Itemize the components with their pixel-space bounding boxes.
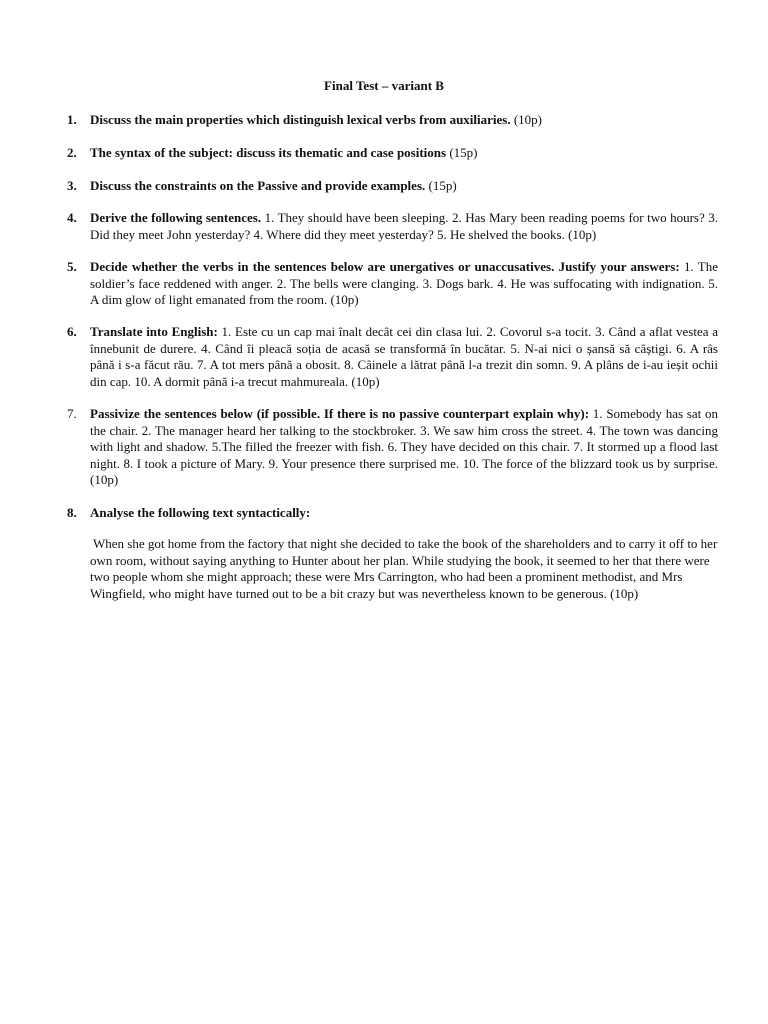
question-text: 1. Este cu un cap mai înalt decât cei din clasa lui. 2. Covorul s-a tocit. 3. Când a aflat vestea a înnebunit de durere. 4. Când îi pleacă soția de acasă se transformă în bucătar. 5. N-ai nici o șansă să câștigi. 6. A râs până i s-a făcut rău. 7. A tot mers până a obosit. 8. Câinele a lătrat până l-a trezit din somn. 9. A plâns de i-au ieșit ochii din cap. 10. A dormit până i-a trecut mahmureala. (10p) (90, 324, 718, 389)
question-number: 2. (67, 145, 77, 160)
question-text: (15p) (446, 145, 478, 160)
question-prompt: Analyse the following text syntactically: (90, 505, 311, 520)
question-number: 3. (67, 178, 77, 193)
question-prompt: Passivize the sentences below (if possible. If there is no passive counterpart explain why): (90, 406, 590, 421)
question-1 (67, 112, 718, 129)
question-text: (10p) (510, 112, 543, 127)
question-4 (67, 210, 718, 243)
question-text: (15p) (425, 178, 457, 193)
question-text: 1. Somebody has sat on the chair. 2. The manager heard her talking to the stockbroker. 3. We saw him cross the street. 4. The town was dancing with light and shadow. 5.The filled the freezer with fish. 6. They have decided on this chair. 7. It stormed up a flood last night. 8. I took a picture of Mary. 9. Your presence there surprised me. 10. The force of the blizzard took us by surprise. (10p) (90, 406, 719, 488)
question-6 (67, 324, 718, 390)
question-8 (67, 505, 718, 522)
question-number: 1. (67, 112, 77, 127)
question-text: 1. The soldier’s face reddened with anger. 2. The bells were clanging. 3. Dogs bark. 4. He was suffocating with indignation. 5. A dim glow of light emanated from the room. (10p) (90, 259, 718, 308)
question-prompt: Derive the following sentences. (90, 210, 262, 225)
question-5 (67, 259, 718, 309)
question-number: 8. (67, 505, 77, 520)
question-prompt: The syntax of the subject: discuss its thematic and case positions (90, 145, 447, 160)
question-prompt: Discuss the main properties which distinguish lexical verbs from auxiliaries. (90, 112, 511, 127)
question-7 (67, 406, 719, 489)
question-2 (67, 145, 718, 162)
passage-text: When she got home from the factory that night she decided to take the book of the shareholders and to carry it off to her own room, without saying anything to Hunter about her plan. While studying the book, it seemed to her that there were two people whom she might approach; these were Mrs Carrington, who had been a prominent methodist, and Mrs Wingfield, who might have turned out to be a bit crazy but was nevertheless known to be generous. (10p) (90, 536, 718, 601)
question-number: 4. (67, 210, 77, 225)
question-number: 5. (67, 259, 77, 274)
question-prompt: Discuss the constraints on the Passive and provide examples. (90, 178, 426, 193)
analysis-passage (90, 536, 718, 602)
page-title: Final Test – variant B (324, 78, 444, 93)
question-text: 1. They should have been sleeping. 2. Has Mary been reading poems for two hours? 3. Did they meet John yesterday? 4. Where did they meet yesterday? 5. He shelved the books. (10p) (90, 210, 718, 242)
question-number: 6. (67, 324, 77, 339)
question-3 (67, 178, 718, 195)
question-prompt: Decide whether the verbs in the sentences below are unergatives or unaccusatives. Justify your answers: (90, 259, 680, 274)
question-number: 7. (67, 406, 77, 421)
question-prompt: Translate into English: (90, 324, 218, 339)
